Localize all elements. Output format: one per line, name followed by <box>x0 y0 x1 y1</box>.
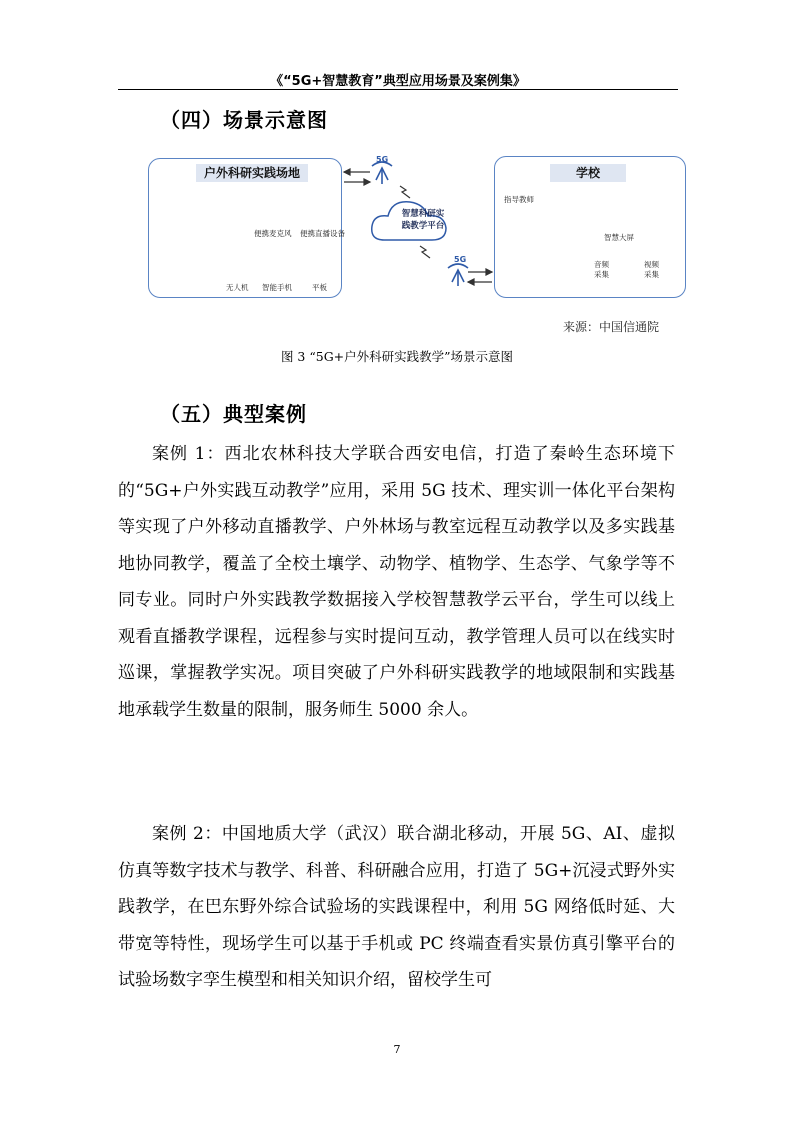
platform-label <box>388 208 458 232</box>
school-label-video <box>644 260 659 280</box>
figure-source: 来源：中国信通院 <box>563 320 660 334</box>
school-label-smart-screen: 智慧大屏 <box>604 233 634 242</box>
school-title: 学校 <box>550 164 626 182</box>
school-label-video-line1: 视频 <box>644 260 659 269</box>
5g-label-top: 5G <box>376 155 389 164</box>
device-label-microphone: 便携麦克风 <box>254 229 292 238</box>
device-label-tablet: 平板 <box>312 283 327 292</box>
scenario-diagram <box>148 154 688 300</box>
section-title-scenario-diagram: （四）场景示意图 <box>160 108 328 132</box>
running-header: 《“5G+智慧教育”典型应用场景及案例集》 <box>270 74 526 89</box>
device-label-phone: 智能手机 <box>262 283 292 292</box>
section-title-typical-cases: （五）典型案例 <box>160 402 307 426</box>
case-paragraph-2: 案例 2：中国地质大学（武汉）联合湖北移动，开展 5G、AI、虚拟仿真等数字技术与教学、科普、科研融合应用，打造了 5G+沉浸式野外实践教学，在巴东野外综合试验场的实践课程中，利用 5G 网络低时延、大带宽等特性，现场学生可以基于手机或 PC 终端查看实景仿真引擎平台的试验场数字孪生模型和相关知识介绍，留校学生可 <box>118 824 675 990</box>
case-paragraph-1: 案例 1：西北农林科技大学联合西安电信，打造了秦岭生态环境下的“5G+户外实践互动教学”应用，采用 5G 技术、理实训一体化平台架构等实现了户外移动直播教学、户外林场与教室远程互动教学以及多实践基地协同教学，覆盖了全校土壤学、动物学、植物学、生态学、气象学等不同专业。同时户外实践教学数据接入学校智慧教学云平台，学生可以线上观看直播教学课程，远程参与实时提问互动，教学管理人员可以在线实时巡课，掌握教学实况。项目突破了户外科研实践教学的地域限制和实践基地承载学生数量的限制，服务师生 5000 余人。 <box>118 444 675 720</box>
figure-caption: 图 3 “5G+户外科研实践教学”场景示意图 <box>280 349 514 364</box>
outdoor-site-title: 户外科研实践场地 <box>196 164 308 182</box>
page-number: 7 <box>393 1043 401 1056</box>
5g-label-bottom: 5G <box>454 255 467 264</box>
device-label-live-device: 便携直播设备 <box>300 229 345 238</box>
school-label-audio-line1: 音频 <box>594 260 609 269</box>
device-label-drone: 无人机 <box>226 283 249 292</box>
school-label-audio <box>594 260 609 280</box>
school-label-video-line2: 采集 <box>644 270 659 279</box>
school-label-teacher: 指导教师 <box>504 195 534 204</box>
platform-label-line1: 智慧科研实 <box>401 209 445 219</box>
platform-label-line2: 践教学平台 <box>401 221 445 231</box>
header-rule <box>118 89 678 90</box>
school-label-audio-line2: 采集 <box>594 270 609 279</box>
